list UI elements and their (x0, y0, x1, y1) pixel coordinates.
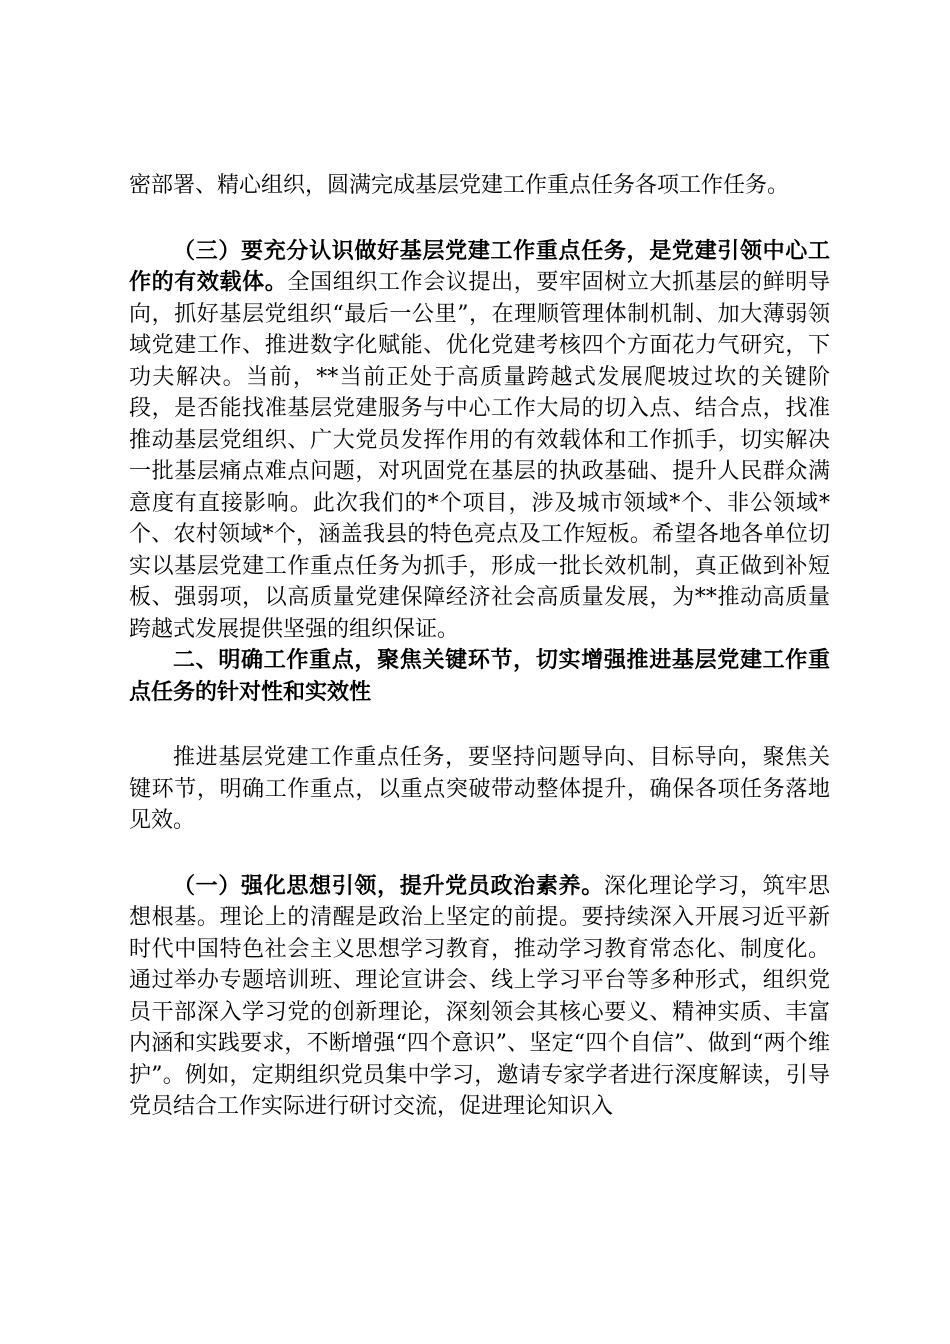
subsection-1-lead: （一）强化思想引领，提升党员政治素养。 (173, 872, 604, 899)
paragraph-subsection-1 (129, 871, 830, 1123)
section-3-lead: （三）要充分认识做好基层党建工作重点任务，是党建引领中心工作的有效载体。 (129, 237, 830, 295)
subsection-1-body: 深化理论学习，筑牢思想根基。理论上的清醒是政治上坚定的前提。要持续深入开展习近平新时代中国特色社会主义思想学习教育，推动学习教育常态化、制度化。通过举办专题培训班、理论宣讲会、线上学习平台等多种形式，组织党员干部深入学习党的创新理论，深刻领会其核心要义、精神实质、丰富内涵和实践要求，不断增强“四个意识”、坚定“四个自信”、做到“两个维护”。例如，定期组织党员集中学习，邀请专家学者进行深度解读，引导党员结合工作实际进行研讨交流，促进理论知识入 (129, 873, 830, 1119)
heading-part-2: 二、明确工作重点，聚焦关键环节，切实增强推进基层党建工作重点任务的针对性和实效性 (129, 647, 830, 705)
paragraph-part-2-intro: 推进基层党建工作重点任务，要坚持问题导向、目标导向，聚焦关键环节，明确工作重点，以重点突破带动整体提升，确保各项任务落地见效。 (129, 745, 830, 833)
paragraph-continuation: 密部署、精心组织，圆满完成基层党建工作重点任务各项工作任务。 (129, 173, 790, 198)
document-page (129, 170, 830, 1123)
paragraph-section-3 (129, 236, 830, 646)
section-3-body: 全国组织工作会议提出，要牢固树立大抓基层的鲜明导向，抓好基层党组织“最后一公里”，在理顺管理体制机制、加大薄弱领域党建工作、推进数字化赋能、优化党建考核四个方面花力气研究，下功夫解决。当前，**当前正处于高质量跨越式发展爬坡过坎的关键阶段，是否能找准基层党建服务与中心工作大局的切入点、结合点，找准推动基层党组织、广大党员发挥作用的有效载体和工作抓手，切实解决一批基层痛点难点问题，对巩固党在基层的执政基础、提升人民群众满意度有直接影响。此次我们的*个项目，涉及城市领域*个、非公领域*个、农村领域*个，涵盖我县的特色亮点及工作短板。希望各地各单位切实以基层党建工作重点任务为抓手，形成一批长效机制，真正做到补短板、强弱项，以高质量党建保障经济社会高质量发展，为**推动高质量跨越式发展提供坚强的组织保证。 (129, 270, 830, 642)
